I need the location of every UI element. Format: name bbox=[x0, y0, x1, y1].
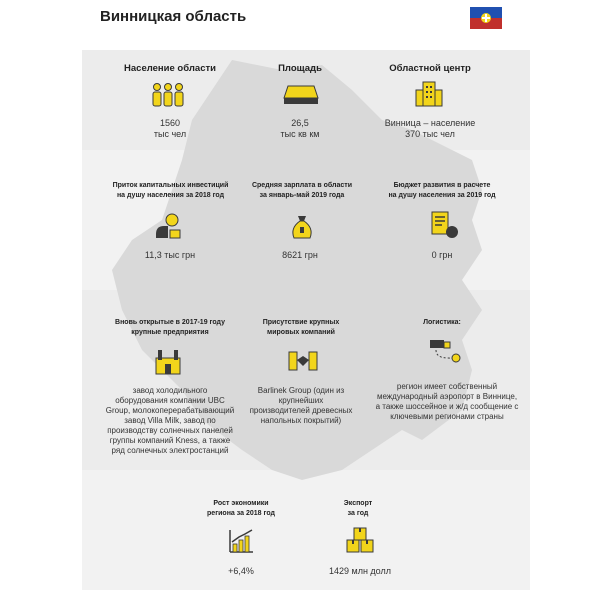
companies-text: Barlinek Group (один из крупнейших производителей древесных напольных покрытий) bbox=[249, 386, 353, 425]
budget-label: Бюджет развития в расчете на душу населения за 2019 год bbox=[388, 182, 496, 199]
factory-icon bbox=[154, 348, 182, 376]
handshake-icon bbox=[287, 348, 319, 376]
budget-document-icon bbox=[428, 210, 460, 240]
center-value: Винница – население 370 тыс чел bbox=[384, 118, 476, 139]
population-label: Население области bbox=[124, 63, 216, 74]
page-title: Винницкая область bbox=[100, 8, 247, 25]
export-label: Экспорт за год bbox=[343, 500, 373, 517]
growth-chart-icon bbox=[227, 528, 255, 554]
city-buildings-icon bbox=[414, 80, 444, 108]
growth-value: +6,4% bbox=[228, 566, 254, 576]
growth-label: Рост экономики региона за 2018 год bbox=[207, 500, 275, 517]
companies-label: Присутствие крупных мировых компаний bbox=[262, 319, 340, 336]
area-label: Площадь bbox=[278, 63, 322, 74]
logistics-text: регион имеет собственный международный аэропорт в Виннице, а также шоссейное и ж/д сообщение с ключевыми регионами страны bbox=[375, 382, 519, 421]
center-label: Областной центр bbox=[389, 63, 471, 74]
enterprises-text: завод холодильного оборудования компании UBC Group, молокоперерабатывающий завод Villa Milk, завод по производству солнечных панелей группы компаний Kness, а также ряд солнечных электростанций bbox=[105, 386, 235, 455]
area-value: 26,5 тыс кв км bbox=[280, 118, 320, 139]
enterprises-label: Вновь открытые в 2017-19 году крупные предприятия bbox=[115, 319, 225, 336]
salary-label: Средняя зарплата в области за январь-май 2019 года bbox=[251, 182, 353, 199]
export-value: 1429 млн долл bbox=[329, 566, 391, 576]
land-area-icon bbox=[282, 84, 320, 106]
people-icon bbox=[150, 82, 186, 108]
region-flag-icon bbox=[470, 7, 502, 29]
investment-label: Приток капитальных инвестиций на душу населения за 2018 год bbox=[112, 182, 229, 199]
population-value: 1560 тыс чел bbox=[153, 118, 187, 139]
investment-icon bbox=[152, 212, 184, 240]
export-boxes-icon bbox=[345, 526, 375, 554]
money-bag-icon bbox=[288, 212, 316, 240]
investment-value: 11,3 тыс грн bbox=[144, 250, 196, 260]
logistics-label: Логистика: bbox=[423, 319, 461, 326]
logistics-route-icon bbox=[428, 336, 462, 368]
budget-value: 0 грн bbox=[431, 250, 453, 260]
salary-value: 8621 грн bbox=[282, 250, 318, 260]
